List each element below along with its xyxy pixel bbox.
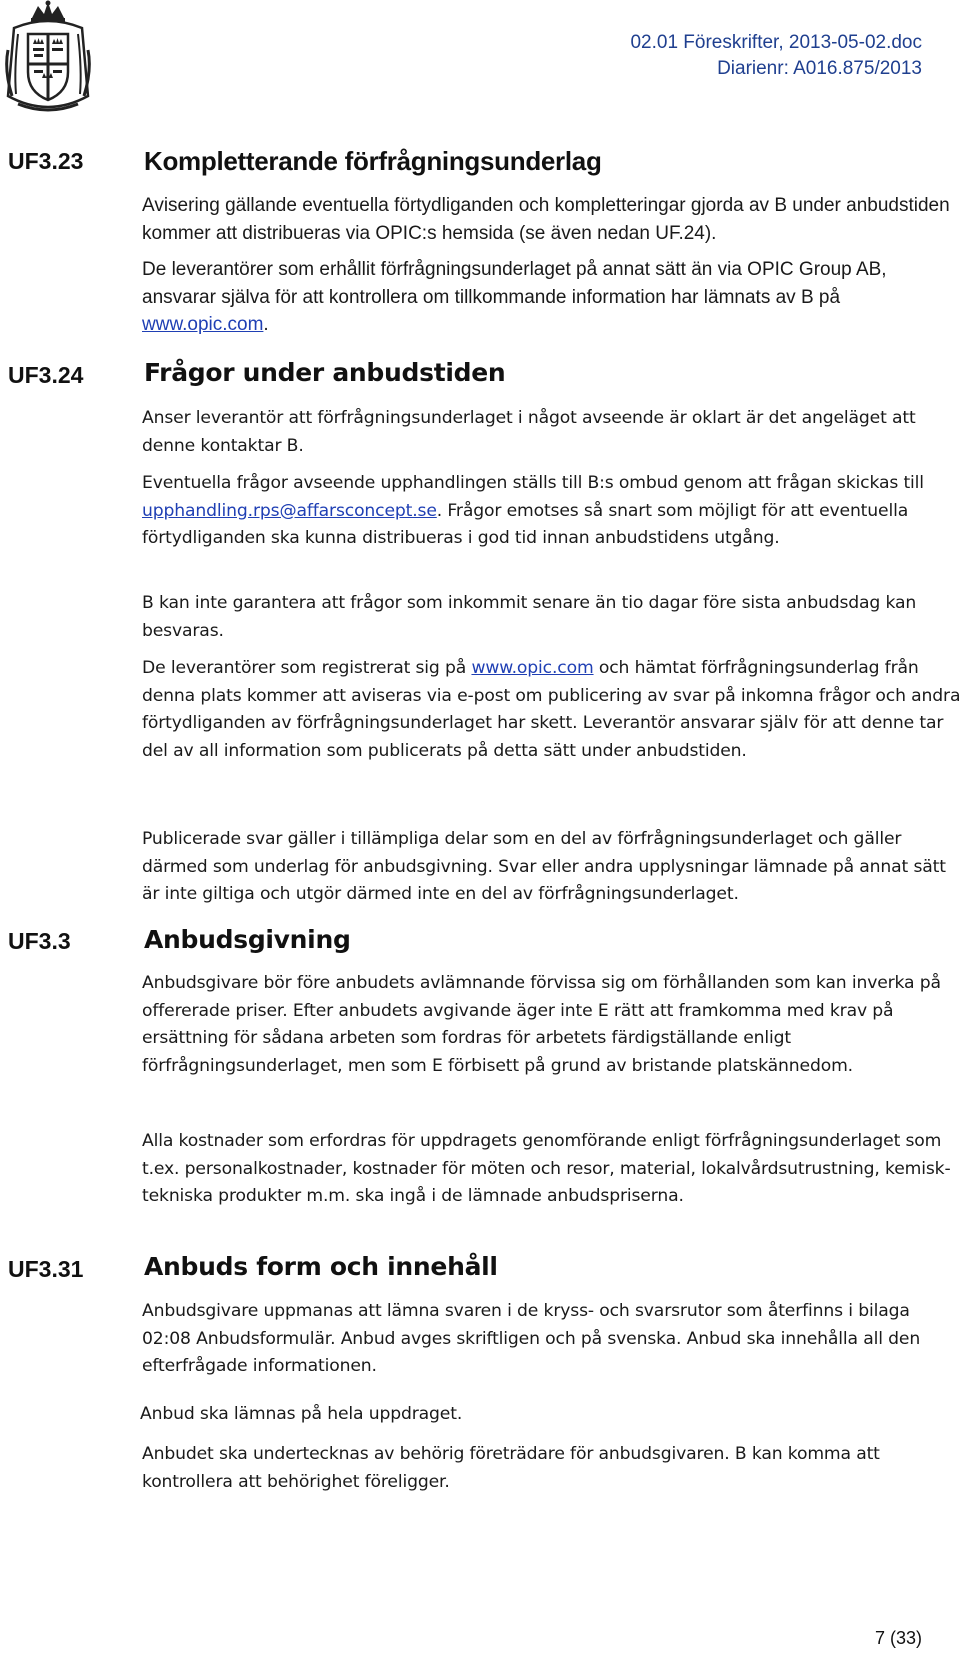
paragraph-text: De leverantörer som registrerat sig på — [142, 658, 472, 678]
section-number: UF3.3 — [8, 928, 71, 954]
coat-of-arms-logo — [4, 0, 92, 120]
email-link[interactable]: upphandling.rps@affarsconcept.se — [142, 500, 437, 521]
reference-number: Diarienr: A016.875/2013 — [717, 58, 922, 79]
paragraph: Anbudet ska undertecknas av behörig företrädare för anbudsgivaren. B kan komma att kontrollera att behörighet föreligger. — [142, 1444, 880, 1492]
section-heading: Anbudsgivning — [144, 925, 351, 954]
paragraph-text: . Frågor emotses så snart som möjligt för att eventuella förtydliganden ska kunna distribueras i god tid innan anbudstidens utgång. — [142, 500, 909, 548]
paragraph: Anbud ska lämnas på hela uppdraget. — [140, 1404, 463, 1424]
section-heading: Frågor under anbudstiden — [144, 358, 506, 387]
section-heading: Kompletterande förfrågningsunderlag — [144, 146, 602, 176]
paragraph-text: . — [263, 314, 269, 335]
paragraph: Publicerade svar gäller i tillämpliga delar som en del av förfrågningsunderlaget och gäller därmed som underlag för anbudsgivning. Svar eller andra upplysningar lämnade på annat sätt är inte giltiga och utgör därmed inte en del av förfrågningsunderlaget. — [142, 829, 946, 904]
opic-website-link[interactable]: www.opic.com — [142, 314, 264, 335]
document-header — [630, 30, 922, 82]
section-number: UF3.31 — [8, 1256, 84, 1282]
paragraph — [142, 470, 960, 553]
section-number: UF3.23 — [8, 148, 84, 174]
paragraph: Anbudsgivare bör före anbudets avlämnande förvissa sig om förhållanden som kan inverka på offererade priser. Efter anbudets avgivande äger inte E rätt att framkomma med krav på ersättning för sådana arbeten som fordras för arbetets färdigställande enligt förfrågningsunderlaget, men som E förbisett på grund av bristande platskännedom. — [142, 973, 941, 1076]
section-heading: Anbuds form och innehåll — [144, 1252, 498, 1281]
page-number: 7 (33) — [874, 1628, 922, 1648]
opic-website-link[interactable]: www.opic.com — [471, 658, 594, 678]
document-filename: 02.01 Föreskrifter, 2013-05-02.doc — [630, 32, 922, 53]
paragraph — [142, 655, 960, 765]
paragraph: Alla kostnader som erfordras för uppdragets genomförande enligt förfrågningsunderlaget som t.ex. personalkostnader, kostnader för möten och resor, material, lokalvårdsutrustning, kemisk-tekniska produkter m.m. ska ingå i de lämnade anbudspriserna. — [142, 1131, 951, 1206]
paragraph-text: och hämtat förfrågningsunderlag från denna plats kommer att aviseras via e-post om publicering av svar på inkomna frågor och andra förtydliganden av förfrågningsunderlaget har skett. Leverantör ansvarar själv för att denne tar del av all information som publicerats på detta sätt under anbudstiden. — [142, 658, 960, 761]
paragraph: Anbudsgivare uppmanas att lämna svaren i de kryss- och svarsrutor som återfinns i bilaga 02:08 Anbudsformulär. Anbud avges skriftligen och på svenska. Anbud ska innehålla all den efterfrågade informationen. — [142, 1301, 921, 1376]
paragraph — [142, 256, 960, 339]
paragraph: B kan inte garantera att frågor som inkommit senare än tio dagar före sista anbudsdag kan besvaras. — [142, 593, 917, 641]
paragraph-text: De leverantörer som erhållit förfrågningsunderlaget på annat sätt än via OPIC Group AB, ansvarar själva för att kontrollera om tillkommande information har lämnats av B på — [142, 259, 887, 308]
section-number: UF3.24 — [8, 362, 84, 388]
paragraph: Anser leverantör att förfrågningsunderlaget i något avseende är oklart är det angeläget att denne kontaktar B. — [142, 408, 916, 456]
paragraph: Avisering gällande eventuella förtydliganden och kompletteringar gjorda av B under anbudstiden kommer att distribueras via OPIC:s hemsida (se även nedan UF.24). — [142, 195, 950, 244]
paragraph-text: Eventuella frågor avseende upphandlingen ställs till B:s ombud genom att frågan skickas till — [142, 473, 924, 493]
